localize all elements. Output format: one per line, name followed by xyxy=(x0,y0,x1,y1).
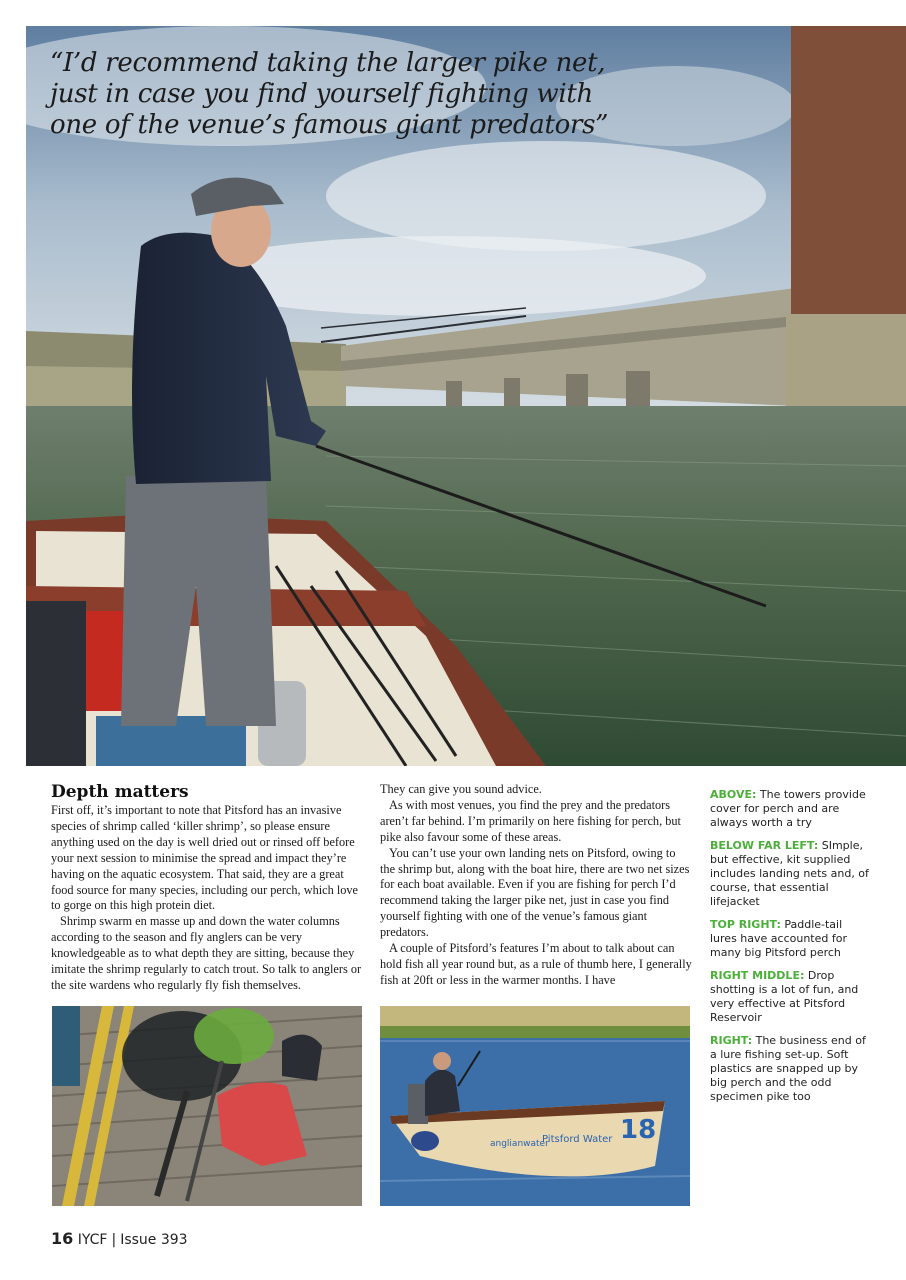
kit-photo xyxy=(52,1006,362,1206)
page-number: 16 xyxy=(51,1229,74,1248)
caption-label: RIGHT: xyxy=(710,1034,753,1047)
pull-quote: “I’d recommend taking the larger pike net, just in case you find yourself fighting with one of the venue’s famous giant predators” xyxy=(50,48,609,140)
caption-right xyxy=(710,1034,870,1104)
caption-above xyxy=(710,788,870,830)
paragraph: As with most venues, you find the prey and the predators aren’t far behind. I’m primarily on here fishing for perch, but pike also favour some of these areas. xyxy=(380,797,681,844)
paragraph: First off, it’s important to note that Pitsford has an invasive species of shrimp called ‘killer shrimp’, so please ensure anything used on the day is well dried out or rinsed off before your next session to minimise the spread and impact they’re having on the aquatic ecosystem. That said, they are a great food source for many species, including our perch, which love to gorge on this high protein diet. xyxy=(51,803,358,913)
footer-divider: | xyxy=(111,1232,117,1248)
caption-label: ABOVE: xyxy=(710,788,757,801)
boat-illustration xyxy=(380,1006,690,1206)
caption-label: TOP RIGHT: xyxy=(710,918,781,931)
magazine-name: IYCF xyxy=(77,1232,108,1248)
article-column-1 xyxy=(51,782,363,994)
caption-text: Drop shotting is a lot of fun, and very effective at Pitsford Reservoir xyxy=(710,969,859,1024)
page-footer xyxy=(51,1229,188,1248)
kit-illustration xyxy=(52,1006,362,1206)
photo-captions xyxy=(710,788,870,1113)
caption-label: BELOW FAR LEFT: xyxy=(710,839,819,852)
boat-photo xyxy=(380,1006,690,1206)
caption-text: The business end of a lure fishing set-up. Soft plastics are snapped up by big perch and the odd specimen pike too xyxy=(710,1034,866,1103)
caption-right-middle xyxy=(710,969,870,1025)
boat-brand: anglianwater xyxy=(490,1139,549,1149)
caption-top-right xyxy=(710,918,870,960)
caption-text: Paddle-tail lures have accounted for many big Pitsford perch xyxy=(710,918,847,959)
boat-number: 18 xyxy=(620,1115,657,1145)
paragraph: A couple of Pitsford’s features I’m about to talk about can hold fish all year round but, as a rule of thumb here, I generally fish at 20ft or less in the warmer months. I have xyxy=(380,941,692,987)
green-net xyxy=(194,1008,274,1064)
paragraph: They can give you sound advice. xyxy=(380,782,542,796)
article-column-2 xyxy=(380,782,692,989)
caption-below-far-left xyxy=(710,839,870,909)
paragraph: Shrimp swarm en masse up and down the water columns according to the season and fly anglers can be very knowledgeable as to what depth they are sitting, because they imitate the shrimp regularly to catch trout. So talk to anglers or the site wardens who regularly fly fish themselves. xyxy=(51,914,362,992)
boat-angler xyxy=(425,1070,460,1116)
caption-label: RIGHT MIDDLE: xyxy=(710,969,805,982)
boat-name: Pitsford Water xyxy=(542,1134,613,1145)
issue-number: Issue 393 xyxy=(120,1232,188,1248)
section-heading: Depth matters xyxy=(51,782,189,802)
caption-text: The towers provide cover for perch and are always worth a try xyxy=(710,788,866,829)
paragraph: You can’t use your own landing nets on Pitsford, owing to the shrimp but, along with the boat hire, there are two net sizes for each boat available. Even if you are fishing for perch I’d recommend taking the larger pike net, just in case you find yourself fighting with one of the venue’s famous giant predators. xyxy=(380,845,690,940)
caption-text: SImple, but effective, kit supplied includes landing nets and, of course, that essential lifejacket xyxy=(710,839,869,908)
